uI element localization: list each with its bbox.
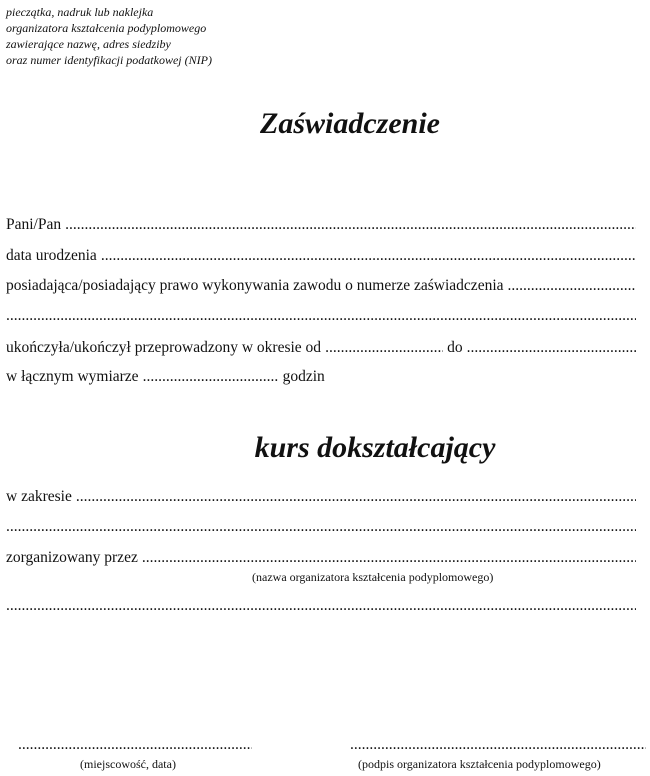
license-continuation-blank[interactable] <box>6 305 636 327</box>
stamp-note-line: zawierające nazwę, adres siedziby <box>6 37 171 51</box>
course-title: kurs dokształcający <box>254 431 496 464</box>
name-field[interactable] <box>6 214 636 236</box>
license-label: posiadająca/posiadający prawo wykonywania zawodu o numerze zaświadczenia <box>6 277 504 294</box>
place-date-caption: (miejscowość, data) <box>80 757 176 771</box>
scope-label: w zakresie <box>6 488 72 505</box>
hours-label: godzin <box>282 368 325 385</box>
document-title: Zaświadczenie <box>260 107 440 140</box>
period-field[interactable] <box>6 337 636 359</box>
organizer-continuation-blank[interactable] <box>6 595 636 617</box>
period-from-blank[interactable] <box>325 337 443 359</box>
license-number-blank[interactable] <box>508 275 636 297</box>
license-number-field[interactable] <box>6 275 636 297</box>
name-label: Pani/Pan <box>6 216 62 233</box>
stamp-note <box>6 4 212 68</box>
signature-caption: (podpis organizatora kształcenia podyplomowego) <box>358 757 601 771</box>
scope-field[interactable] <box>6 486 636 508</box>
organized-by-label: zorganizowany przez <box>6 549 138 566</box>
organizer-field[interactable] <box>6 547 636 569</box>
completed-label: ukończyła/ukończył przeprowadzony w okresie od <box>6 339 322 356</box>
scope-continuation-blank[interactable] <box>6 516 636 538</box>
organizer-continuation-field[interactable] <box>6 595 636 617</box>
organizer-caption: (nazwa organizatora kształcenia podyplomowego) <box>252 570 494 584</box>
birth-date-field[interactable] <box>6 245 636 267</box>
total-label: w łącznym wymiarze <box>6 368 139 385</box>
name-blank[interactable] <box>65 214 636 236</box>
stamp-note-line: oraz numer identyfikacji podatkowej (NIP) <box>6 53 212 67</box>
stamp-note-line: organizatora kształcenia podyplomowego <box>6 21 207 35</box>
hours-blank[interactable] <box>143 366 279 388</box>
place-date-blank[interactable] <box>18 738 252 752</box>
scope-continuation-field[interactable] <box>6 516 636 538</box>
birth-date-label: data urodzenia <box>6 247 97 264</box>
scope-blank[interactable] <box>76 486 636 508</box>
organizer-blank[interactable] <box>142 547 636 569</box>
total-hours-field[interactable] <box>6 366 636 388</box>
period-to-blank[interactable] <box>467 337 636 359</box>
signature-blank[interactable] <box>350 738 646 752</box>
license-continuation-field[interactable] <box>6 305 636 327</box>
to-label: do <box>447 339 463 356</box>
stamp-note-line: pieczątka, nadruk lub naklejka <box>6 5 154 19</box>
birth-date-blank[interactable] <box>101 245 636 267</box>
